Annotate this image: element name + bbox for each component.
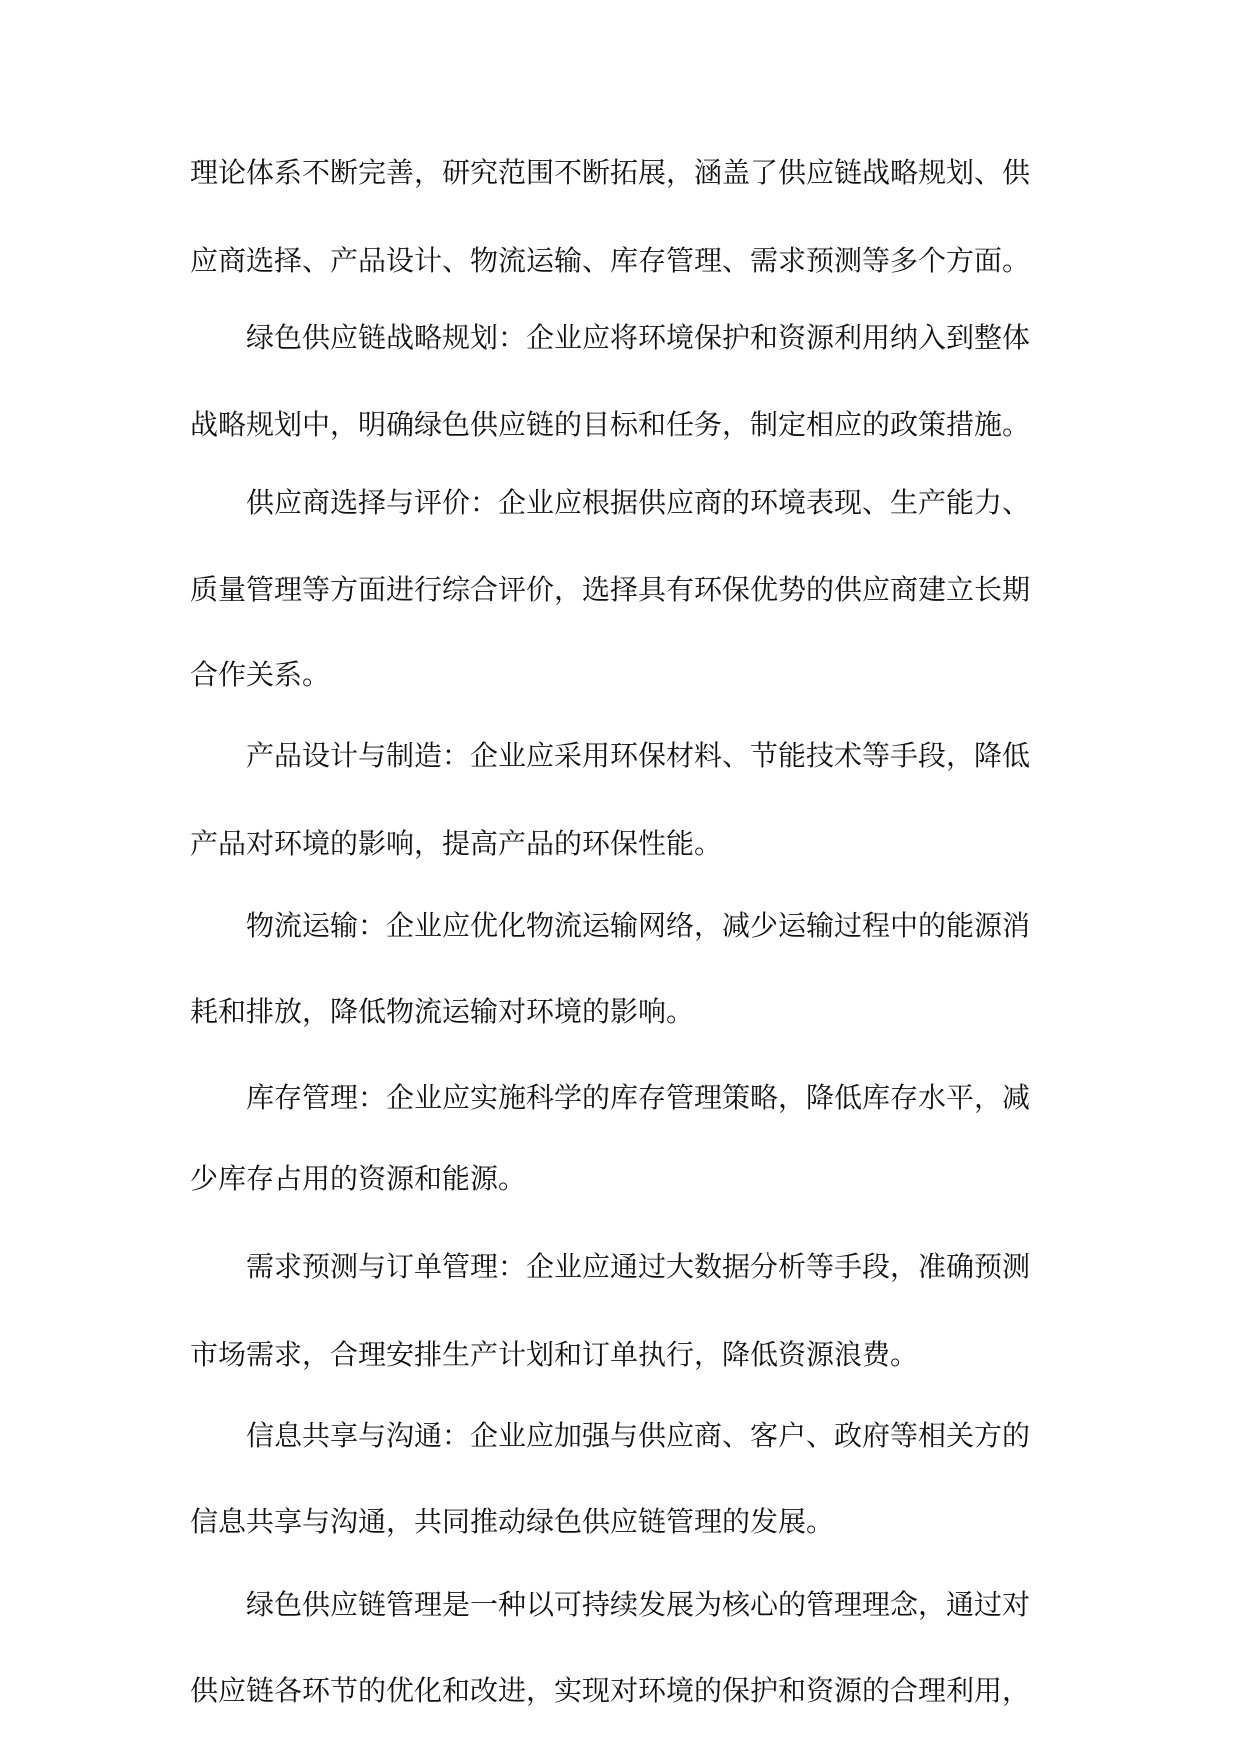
paragraph-product-design-line-2: 产品对环境的影响，提高产品的环保性能。 [190, 827, 723, 860]
paragraph-inventory-line-2: 少库存占用的资源和能源。 [190, 1162, 527, 1195]
paragraph-demand-forecast-line-1: 需求预测与订单管理：企业应通过大数据分析等手段，准确预测 [246, 1250, 1031, 1283]
text-line-2: 应商选择、产品设计、物流运输、库存管理、需求预测等多个方面。 [190, 244, 1031, 277]
paragraph-summary-line-1: 绿色供应链管理是一种以可持续发展为核心的管理理念，通过对 [246, 1588, 1031, 1621]
text-line-1: 理论体系不断完善，研究范围不断拓展，涵盖了供应链战略规划、供 [190, 156, 1031, 189]
paragraph-demand-forecast-line-2: 市场需求，合理安排生产计划和订单执行，降低资源浪费。 [190, 1338, 919, 1371]
paragraph-inventory-line-1: 库存管理：企业应实施科学的库存管理策略，降低库存水平，减 [246, 1081, 1031, 1114]
paragraph-product-design-line-1: 产品设计与制造：企业应采用环保材料、节能技术等手段，降低 [246, 739, 1031, 772]
paragraph-supplier-selection-line-1: 供应商选择与评价：企业应根据供应商的环境表现、生产能力、 [246, 486, 1031, 519]
paragraph-strategy-planning-line-2: 战略规划中，明确绿色供应链的目标和任务，制定相应的政策措施。 [190, 408, 1031, 441]
paragraph-strategy-planning-line-1: 绿色供应链战略规划：企业应将环境保护和资源利用纳入到整体 [246, 321, 1031, 354]
paragraph-information-sharing-line-1: 信息共享与沟通：企业应加强与供应商、客户、政府等相关方的 [246, 1419, 1031, 1452]
paragraph-supplier-selection-line-2: 质量管理等方面进行综合评价，选择具有环保优势的供应商建立长期 [190, 573, 1031, 606]
paragraph-logistics-line-2: 耗和排放，降低物流运输对环境的影响。 [190, 995, 695, 1028]
paragraph-supplier-selection-line-3: 合作关系。 [190, 658, 331, 691]
paragraph-summary-line-2: 供应链各环节的优化和改进，实现对环境的保护和资源的合理利用， [190, 1674, 1031, 1707]
paragraph-information-sharing-line-2: 信息共享与沟通，共同推动绿色供应链管理的发展。 [190, 1505, 835, 1538]
paragraph-logistics-line-1: 物流运输：企业应优化物流运输网络，减少运输过程中的能源消 [246, 909, 1031, 942]
